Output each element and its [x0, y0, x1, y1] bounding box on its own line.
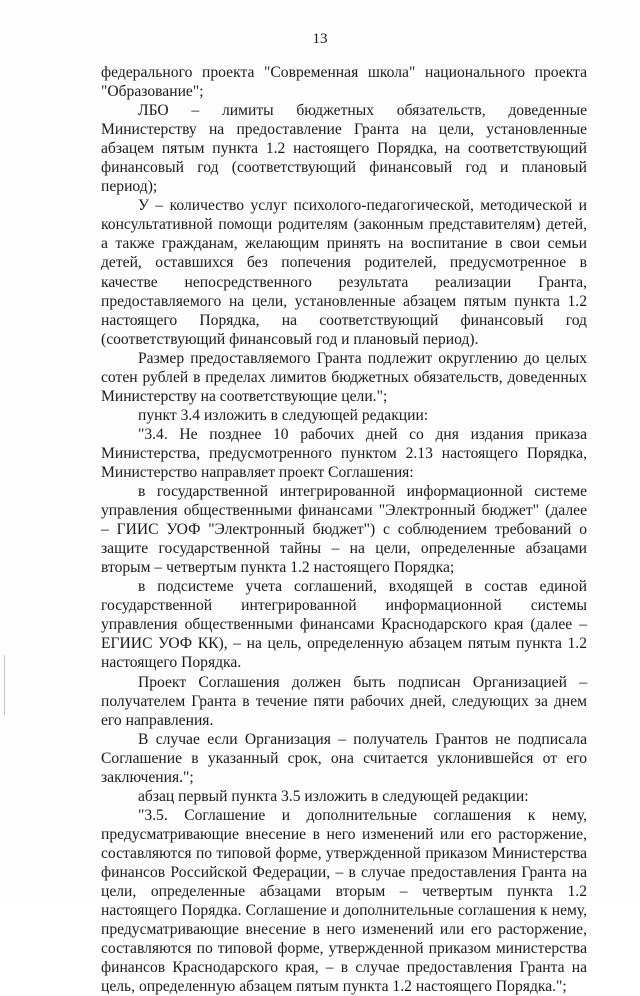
- page-number: 13: [312, 31, 328, 47]
- paragraph-u-definition: У – количество услуг психолого-педагогической, методической и консультативной помощи родителям (законным представителям) детей, а также гражданам, желающим принять на воспитание в свои семьи детей, оставшихся без попечения родителей, предусмотренное в качестве непосредственного результата реализации Гранта, предоставляемого на цели, установленные абзацем пятым пункта 1.2 настоящего Порядка, на соответствующий финансовый год (соответствующий финансовый год и плановый период).: [101, 197, 587, 348]
- paragraph-clause-3-4: "3.4. Не позднее 10 рабочих дней со дня издания приказа Министерства, предусмотренного пунктом 2.13 настоящего Порядка, Министерство направляет проект Соглашения:: [101, 425, 587, 481]
- paragraph-amend-3-4: пункт 3.4 изложить в следующей редакции:: [138, 406, 429, 424]
- paragraph-grant-rounding: Размер предоставляемого Гранта подлежит округлению до целых сотен рублей в пределах лимитов бюджетных обязательств, доведенных Министерству на соответствующие цели.";: [101, 349, 587, 405]
- paragraph-signing-deadline: Проект Соглашения должен быть подписан Организацией – получателем Гранта в течение пяти рабочих дней, следующих за днем его направления.: [101, 673, 587, 729]
- paragraph-giis-electronic-budget: в государственной интегрированной информационной системе управления общественными финансами "Электронный бюджет" (далее – ГИИС УОФ "Электронный бюджет") с соблюдением требований о защите государственной тайны – на цели, определенные абзацами вторым – четвертым пункта 1.2 настоящего Порядка;: [101, 483, 587, 577]
- paragraph-lbo-definition: ЛБО – лимиты бюджетных обязательств, доведенные Министерству на предоставление Гранта на цели, установленные абзацем пятым пункта 1.2 настоящего Порядка, на соответствующий финансовый год (соответствующий финансовый год и плановый период);: [101, 102, 587, 196]
- paragraph-amend-3-5: абзац первый пункта 3.5 изложить в следующей редакции:: [138, 787, 529, 805]
- scan-margin-line: [4, 655, 5, 715]
- paragraph-egiis-krasnodar: в подсистеме учета соглашений, входящей в состав единой государственной интегрированной информационной системы управления общественными финансами Краснодарского края (далее – ЕГИИС УОФ КК), – на цель, определенную абзацем пятым пункта 1.2 настоящего Порядка.: [101, 578, 587, 672]
- document-body: [101, 63, 587, 996]
- paragraph-continuation: федерального проекта "Современная школа" национального проекта "Образование";: [101, 64, 587, 101]
- paragraph-evasion: В случае если Организация – получатель Грантов не подписала Соглашение в указанный срок, она считается уклонившейся от его заключения.";: [101, 730, 587, 786]
- paragraph-clause-3-5: "3.5. Соглашение и дополнительные соглашения к нему, предусматривающие внесение в него изменений или его расторжение, составляются по типовой форме, утвержденной приказом Министерства финансов Российской Федерации, – в случае предоставления Гранта на цели, определенные абзацами вторым – четвертым пункта 1.2 настоящего Порядка. Соглашение и дополнительные соглашения к нему, предусматривающие внесение в него изменений или его расторжение, составляются по типовой форме, утвержденной приказом министерства финансов Краснодарского края, – в случае предоставления Гранта на цель, определенную абзацем пятым пункта 1.2 настоящего Порядка.";: [101, 806, 587, 996]
